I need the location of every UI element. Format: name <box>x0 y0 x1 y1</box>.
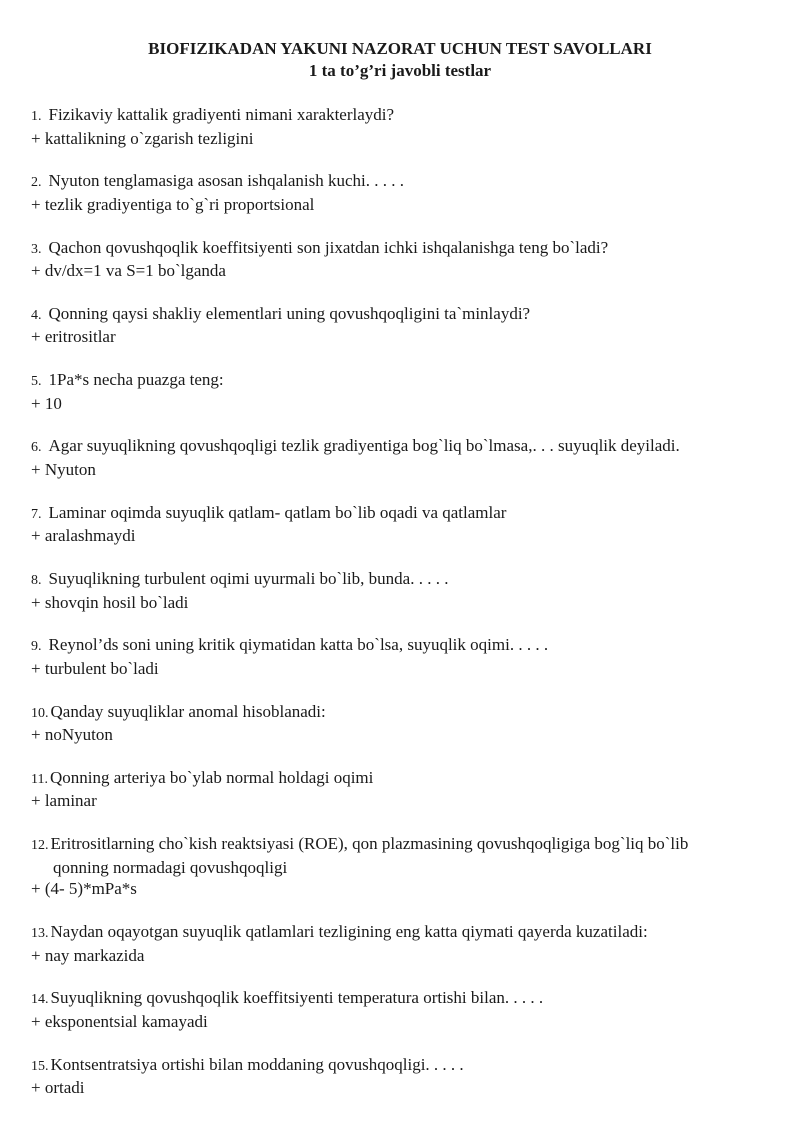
question-number: 10. <box>31 705 49 721</box>
question-number: 8. <box>31 573 42 589</box>
question-text: Suyuqlikning turbulent oqimi uyurmali bo`lib, bunda. . . . . <box>48 569 449 589</box>
question-line <box>31 237 776 261</box>
question-number: 12. <box>31 838 49 854</box>
question-list <box>31 104 776 1120</box>
answer-text: + 10 <box>31 393 62 413</box>
question-item <box>31 634 776 679</box>
answer-text: + eritrositlar <box>31 327 116 347</box>
question-line <box>31 833 776 857</box>
question-line <box>31 767 776 791</box>
question-item <box>31 987 776 1032</box>
question-item <box>31 502 776 547</box>
question-text: Reynol’ds soni uning kritik qiymatidan katta bo`lsa, suyuqlik oqimi. . . . . <box>48 635 549 655</box>
document-title: BIOFIZIKADAN YAKUNI NAZORAT UCHUN TEST SAVOLLARI <box>148 39 652 58</box>
question-number: 14. <box>31 992 49 1008</box>
question-text: Qanday suyuqliklar anomal hisoblanadi: <box>50 701 326 721</box>
question-line <box>31 987 776 1011</box>
question-line <box>31 568 776 592</box>
question-text: Nyuton tenglamasiga asosan ishqalanish kuchi. . . . . <box>48 171 405 191</box>
document-subtitle: 1 ta to’g’ri javobli testlar <box>308 61 492 80</box>
question-line <box>31 634 776 658</box>
question-line <box>31 303 776 327</box>
question-number: 11. <box>31 771 48 787</box>
answer-text: + dv/dx=1 va S=1 bo`lganda <box>31 261 226 281</box>
question-item <box>31 1054 776 1099</box>
question-text: Laminar oqimda suyuqlik qatlam- qatlam bo`lib oqadi va qatlamlar <box>48 502 507 522</box>
question-number: 6. <box>31 440 42 456</box>
question-item <box>31 435 776 480</box>
question-item <box>31 767 776 812</box>
question-item <box>31 104 776 149</box>
question-item <box>31 701 776 746</box>
question-item <box>31 170 776 215</box>
answer-text: + kattalikning o`zgarish tezligini <box>31 128 254 148</box>
question-text: Naydan oqayotgan suyuqlik qatlamlari tezligining eng katta qiymati qayerda kuzatiladi: <box>50 922 648 942</box>
question-line <box>31 921 776 945</box>
question-text: Qonning qaysi shakliy elementlari uning qovushqoqligini ta`minlaydi? <box>48 303 531 323</box>
question-number: 1. <box>31 109 42 124</box>
question-number: 4. <box>31 307 42 323</box>
question-line <box>31 369 776 393</box>
question-item <box>31 237 776 282</box>
answer-text: + turbulent bo`ladi <box>31 658 159 678</box>
question-text: Fizikaviy kattalik gradiyenti nimani xarakterlaydi? <box>48 105 395 124</box>
answer-text: + tezlik gradiyentiga to`g`ri proportsional <box>31 194 315 214</box>
answer-text: + nay markazida <box>31 945 145 965</box>
answer-text: + laminar <box>31 791 97 811</box>
question-line <box>31 502 776 526</box>
answer-text: + aralashmaydi <box>31 526 136 546</box>
question-text-continuation: qonning normadagi qovushqoqligi <box>53 857 288 877</box>
question-text: Qonning arteriya bo`ylab normal holdagi oqimi <box>49 767 374 787</box>
question-line <box>31 170 776 194</box>
question-text: Agar suyuqlikning qovushqoqligi tezlik gradiyentiga bog`liq bo`lmasa,. . . suyuqlik deyiladi. <box>48 436 680 456</box>
answer-text: + noNyuton <box>31 725 113 745</box>
question-line <box>31 701 776 725</box>
question-number: 2. <box>31 175 42 191</box>
question-number: 15. <box>31 1058 49 1074</box>
question-line <box>31 1054 776 1078</box>
question-text: Kontsentratsiya ortishi bilan moddaning qovushqoqligi. . . . . <box>50 1054 464 1074</box>
question-item <box>31 303 776 348</box>
answer-text: + (4- 5)*mPa*s <box>31 879 137 899</box>
question-text: Qachon qovushqoqlik koeffitsiyenti son jixatdan ichki ishqalanishga teng bo`ladi? <box>48 237 609 257</box>
question-item <box>31 369 776 414</box>
answer-text: + eksponentsial kamayadi <box>31 1011 208 1031</box>
answer-text: + shovqin hosil bo`ladi <box>31 592 189 612</box>
question-item <box>31 568 776 613</box>
question-text: Eritrositlarning cho`kish reaktsiyasi (ROE), qon plazmasining qovushqoqligiga bog`liq bo`lib <box>50 834 689 854</box>
question-item <box>31 833 776 900</box>
question-number: 7. <box>31 506 42 522</box>
question-number: 13. <box>31 926 49 942</box>
question-line <box>31 435 776 459</box>
question-number: 9. <box>31 639 42 655</box>
question-text: 1Pa*s necha puazga teng: <box>48 370 224 390</box>
question-number: 5. <box>31 374 42 390</box>
document-header <box>0 38 800 82</box>
answer-text: + ortadi <box>31 1078 85 1098</box>
question-number: 3. <box>31 241 42 257</box>
question-text: Suyuqlikning qovushqoqlik koeffitsiyenti temperatura ortishi bilan. . . . . <box>50 988 544 1008</box>
question-item <box>31 921 776 966</box>
answer-text: + Nyuton <box>31 459 96 479</box>
question-line <box>31 104 776 128</box>
